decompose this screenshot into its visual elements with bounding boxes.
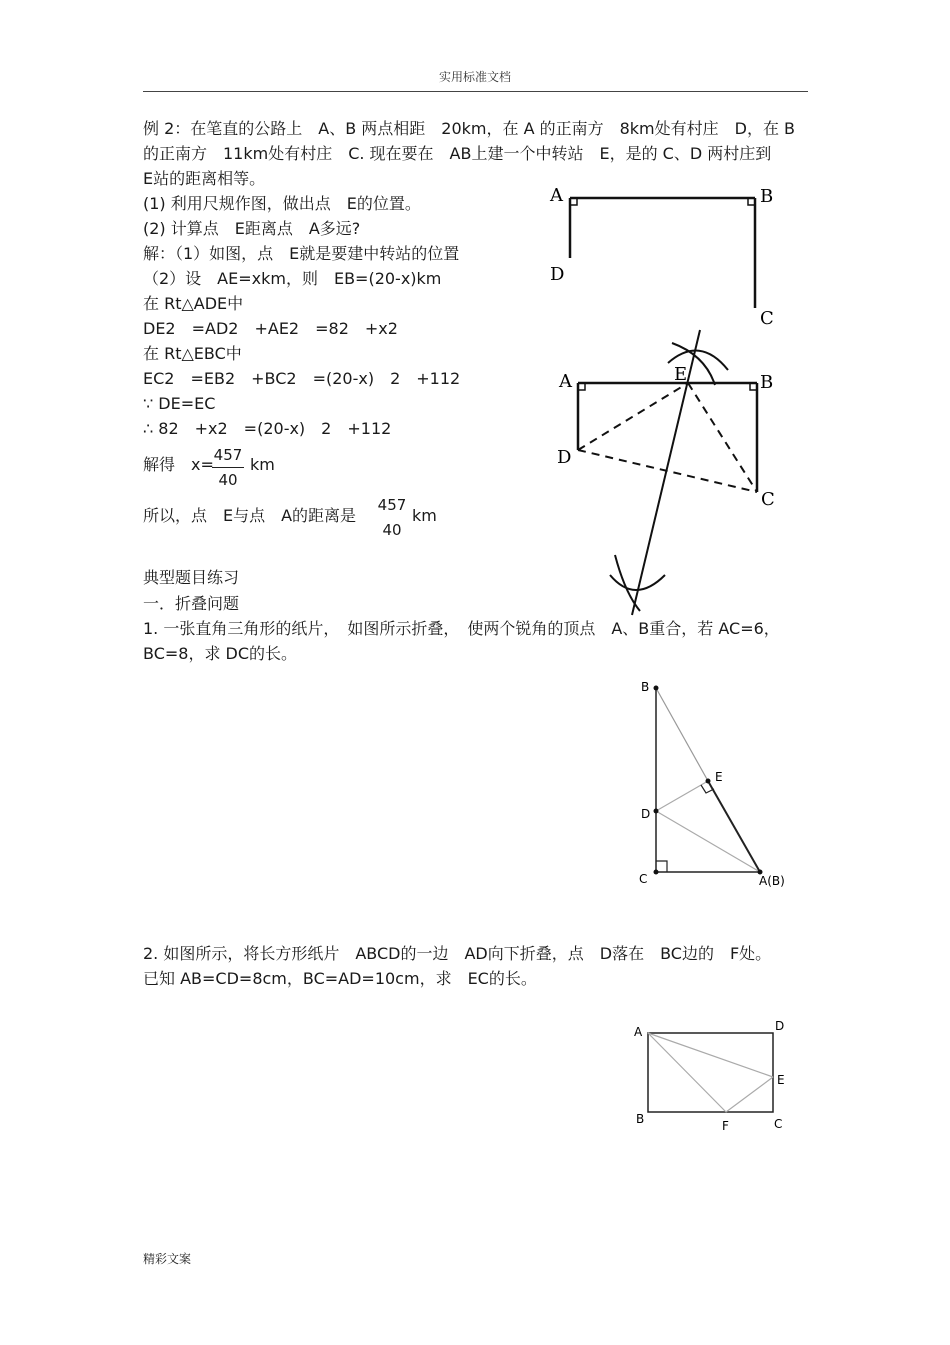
solution-line-3: 在 Rt△ADE中: [143, 294, 244, 313]
solution-line-2: （2）设 AE=xkm，则 EB=(20-x)km: [143, 269, 442, 288]
label-c: C: [639, 872, 648, 886]
question-2: (2) 计算点 E距离点 A多远?: [143, 219, 361, 238]
figure-triangle-fold: [630, 675, 800, 895]
figure-construction: [550, 325, 800, 617]
page-header: 实用标准文档: [438, 70, 511, 84]
practice-title: 典型题目练习: [143, 568, 240, 587]
section-title: 一．折叠问题: [143, 594, 240, 613]
solution-result-unit: km: [250, 455, 275, 474]
conclusion-unit: km: [412, 506, 437, 525]
problem-1-line-2: BC=8，求 DC的长。: [143, 644, 298, 663]
solution-line-1: 解：（1）如图，点 E就是要建中转站的位置: [143, 244, 460, 263]
label-d: D: [557, 447, 572, 468]
header-rule: [143, 91, 808, 92]
question-1: (1) 利用尺规作图，做出点 E的位置。: [143, 194, 421, 213]
label-d: D: [775, 1019, 785, 1033]
page-footer: 精彩文案: [143, 1252, 192, 1266]
solution-line-4: DE2 =AD2 +AE2 =82 +x2: [143, 319, 398, 338]
label-b: B: [641, 680, 650, 694]
solution-line-5: 在 Rt△EBC中: [143, 344, 242, 363]
label-a: A: [634, 1025, 643, 1039]
conclusion-prefix: 所以，点 E与点 A的距离是: [143, 506, 357, 525]
label-e: E: [715, 770, 723, 784]
label-a: A: [550, 185, 563, 206]
label-d: D: [641, 807, 651, 821]
label-b: B: [760, 372, 774, 393]
label-c: C: [761, 489, 775, 510]
example-line-1: 例 2：在笔直的公路上 A、B 两点相距 20km，在 A 的正南方 8km处有村庄 D，在 B: [143, 119, 796, 138]
label-e: E: [674, 364, 688, 385]
solution-line-8: ∴ 82 +x2 =(20-x) 2 +112: [143, 419, 392, 438]
example-line-2: 的正南方 11km处有村庄 C. 现在要在 AB上建一个中转站 E，是的 C、D 两村庄到: [143, 144, 772, 163]
solution-result-prefix: 解得 x=: [143, 455, 214, 474]
label-c: C: [760, 308, 774, 329]
label-a-b: A(B): [759, 874, 785, 888]
label-d: D: [550, 264, 565, 285]
problem-2-line-1: 2. 如图所示，将长方形纸片 ABCD的一边 AD向下折叠，点 D落在 BC边的 F处。: [143, 944, 772, 963]
label-f: F: [722, 1119, 729, 1133]
label-e: E: [777, 1073, 785, 1087]
fraction-numerator: 457: [377, 496, 407, 514]
label-c: C: [774, 1117, 783, 1131]
problem-1-line-1: 1. 一张直角三角形的纸片， 如图所示折叠， 使两个锐角的顶点 A、B重合，若 AC=6，: [143, 619, 780, 638]
solution-line-7: ∵ DE=EC: [143, 394, 216, 413]
label-b: B: [636, 1112, 645, 1126]
problem-2-line-2: 已知 AB=CD=8cm，BC=AD=10cm，求 EC的长。: [143, 969, 537, 988]
example-line-3: E站的距离相等。: [143, 169, 266, 188]
fraction-denominator: 40: [382, 521, 402, 539]
fraction-denominator: 40: [218, 471, 238, 489]
figure-road-villages: [540, 175, 790, 335]
figure-rectangle-fold: [628, 1015, 798, 1135]
fraction-numerator: 457: [213, 446, 243, 464]
label-a: A: [559, 371, 572, 392]
fraction-x: [212, 446, 244, 489]
solution-line-6: EC2 =EB2 +BC2 =(20-x) 2 +112: [143, 369, 461, 388]
label-b: B: [760, 186, 774, 207]
fraction-distance: [376, 496, 408, 539]
